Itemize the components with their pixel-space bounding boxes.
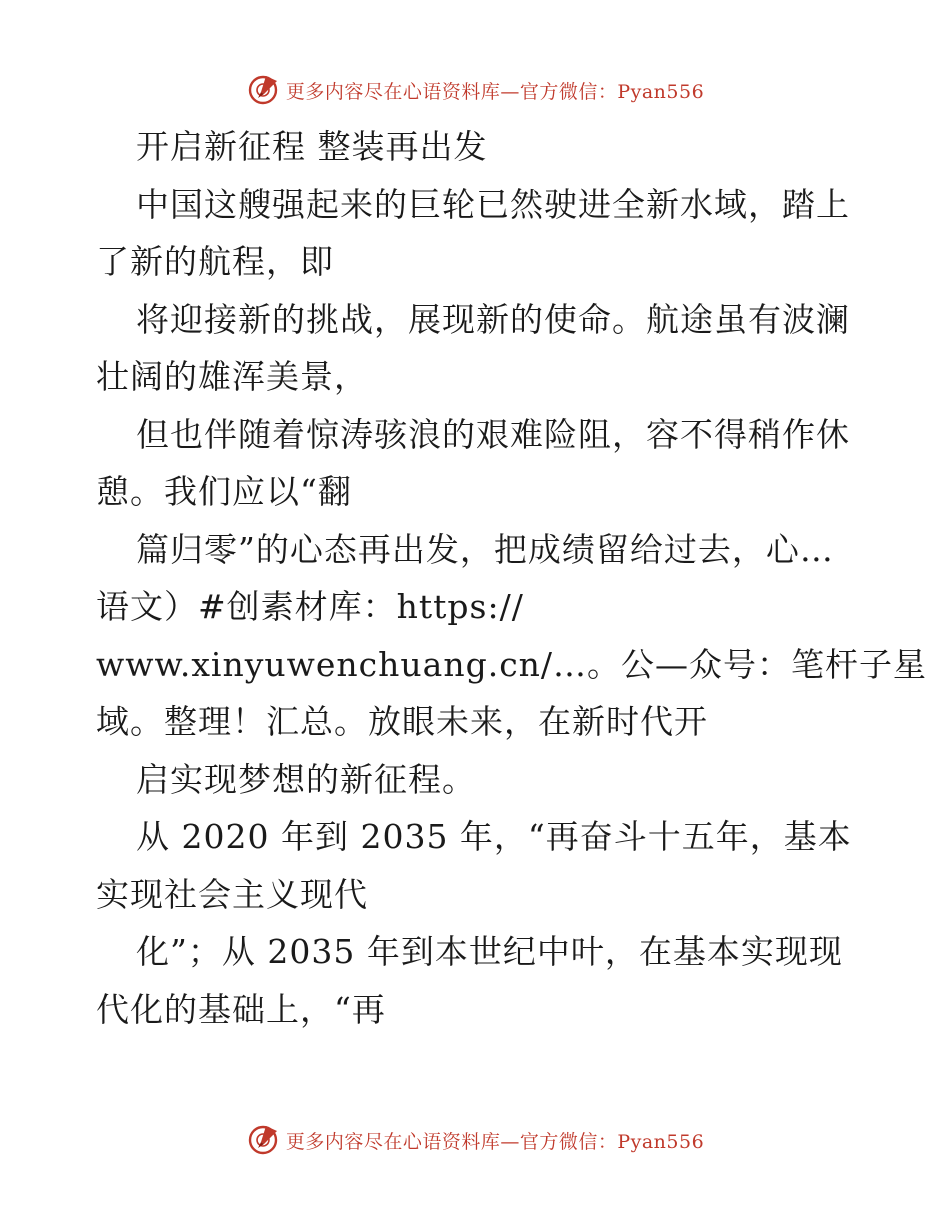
header-banner-text: 更多内容尽在心语资料库—官方微信：Pyan556 [285,80,705,103]
footer-banner-text: 更多内容尽在心语资料库—官方微信：Pyan556 [285,1130,705,1153]
text-line: 壮阔的雄浑美景， [96,357,368,396]
document-title: 开启新征程 整装再出发 [136,127,488,166]
header-banner [0,70,950,110]
text-line: 化”；从 2035 年到本世纪中叶，在基本实现现 [136,932,843,971]
text-line: www.xinyuwenchuang.cn/…。公—众号：笔杆子星 [96,644,928,684]
text-line: 了新的航程，即 [96,242,334,281]
text-line: 但也伴随着惊涛骇浪的艰难险阻，容不得稍作休 [136,414,850,454]
text-line: 中国这艘强起来的巨轮已然驶进全新水域，踏上 [136,184,850,224]
pen-circle-logo-icon [246,1123,280,1157]
footer-banner [0,1120,950,1160]
text-line: 从 2020 年到 2035 年，“再奋斗十五年，基本 [136,817,852,856]
text-line: 将迎接新的挑战，展现新的使命。航途虽有波澜 [136,299,850,339]
document-body [96,118,928,1038]
text-line: 憩。我们应以“翻 [96,472,352,511]
text-line: 代化的基础上，“再 [96,989,386,1029]
text-line: 启实现梦想的新征程。 [136,759,476,799]
pen-circle-logo-icon [246,73,280,107]
text-line: 篇归零”的心态再出发，把成绩留给过去，心… [136,529,834,569]
text-line: 域。整理！汇总。放眼未来，在新时代开 [96,702,708,741]
text-line: 语文）#创素材库：https:// [96,587,524,626]
text-line: 实现社会主义现代 [96,874,368,914]
